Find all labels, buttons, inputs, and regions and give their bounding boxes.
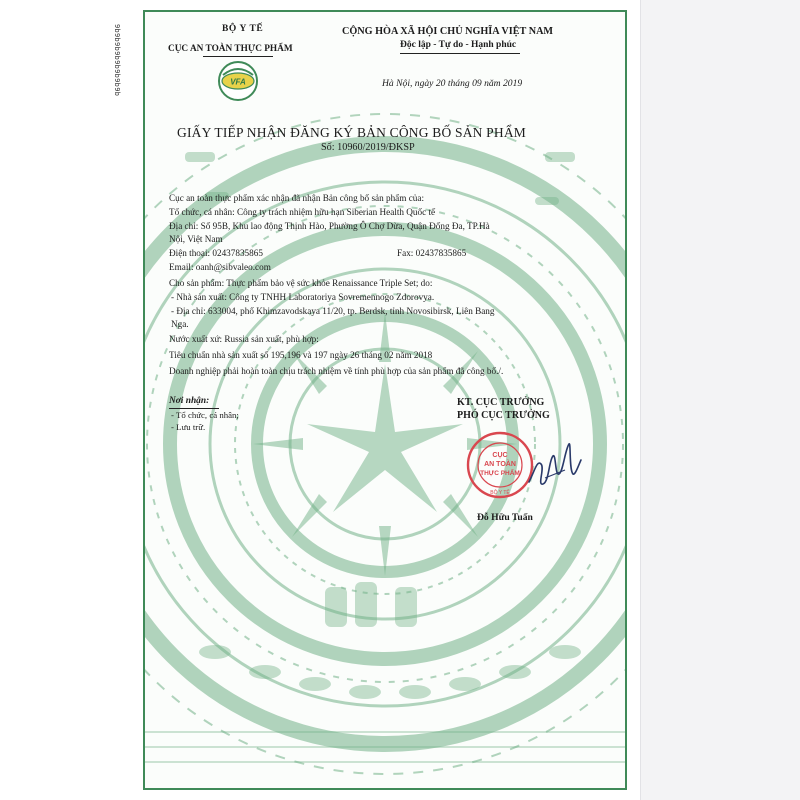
side-label: 9b9b9b9b9b9b9b9b bbox=[113, 24, 121, 97]
address-line-1: Địa chỉ: Số 95B, Khu lao động Thịnh Hào, Phường Ô Chợ Dừa, Quận Đống Đa, TP.Hà bbox=[169, 221, 490, 231]
origin-line: Nước xuất xứ: Russia sản xuất, phù hợp: bbox=[169, 334, 319, 344]
email-line: Email: oanh@sibvaleo.com bbox=[169, 262, 271, 272]
certificate-document bbox=[143, 10, 627, 790]
fax-line: Fax: 02437835865 bbox=[397, 248, 467, 258]
standard-line: Tiêu chuẩn nhà sản xuất số 195,196 và 197 ngày 26 tháng 02 năm 2018 bbox=[169, 350, 433, 360]
document-title: GIẤY TIẾP NHẬN ĐĂNG KÝ BẢN CÔNG BỐ SẢN PHẨM bbox=[177, 125, 526, 140]
signer-title-2: PHÓ CỤC TRƯỞNG bbox=[457, 410, 550, 421]
recipients-underline bbox=[169, 408, 219, 409]
place-and-date: Hà Nội, ngày 20 tháng 09 năm 2019 bbox=[382, 78, 523, 89]
republic-name: CỘNG HÒA XÃ HỘI CHỦ NGHĨA VIỆT NAM bbox=[342, 26, 554, 37]
manufacturer-address-line-1: - Địa chỉ: 633004, phố Khimzavodskaya 11/20, tp. Berdsk, tỉnh Novosibirsk, Liên Bang bbox=[171, 306, 495, 316]
motto-underline bbox=[400, 53, 520, 54]
recipients-label: Nơi nhận: bbox=[169, 396, 210, 406]
address-line-2: Nội, Việt Nam bbox=[169, 234, 223, 244]
stamp-text-1: CỤC bbox=[492, 452, 508, 459]
viewer-scroll-area[interactable] bbox=[640, 0, 800, 800]
national-motto: Độc lập - Tự do - Hạnh phúc bbox=[400, 40, 517, 50]
ministry-name: BỘ Y TẾ bbox=[222, 24, 264, 34]
handwritten-signature bbox=[525, 430, 585, 500]
intro-line: Cục an toàn thực phẩm xác nhận đã nhận Bản công bố sản phẩm của: bbox=[169, 193, 425, 203]
product-line: Cho sản phẩm: Thực phẩm bảo vệ sức khỏe Renaissance Triple Set; do: bbox=[169, 278, 433, 288]
vfa-logo-text: VFA bbox=[230, 77, 246, 87]
recipient-item: - Lưu trữ. bbox=[171, 422, 206, 432]
organization-line: Tổ chức, cá nhân: Công ty trách nhiệm hữu hạn Siberian Health Quốc tế bbox=[169, 207, 436, 217]
stamp-text-2: AN TOÀN bbox=[484, 461, 516, 468]
responsibility-line: Doanh nghiệp phải hoàn toàn chịu trách nhiệm về tính phù hợp của sản phẩm đã công bố./. bbox=[169, 366, 504, 376]
phone-line: Điện thoại: 02437835865 bbox=[169, 248, 263, 258]
document-number: Số: 10960/2019/ĐKSP bbox=[321, 142, 415, 153]
department-name: CỤC AN TOÀN THỰC PHẨM bbox=[168, 44, 293, 54]
stamp-rim-text: BỘ Y TẾ bbox=[490, 490, 510, 496]
recipient-item: - Tổ chức, cá nhân; bbox=[171, 410, 239, 420]
stamp-text-3: THỰC PHẨM bbox=[480, 470, 520, 477]
signer-name: Đỗ Hữu Tuấn bbox=[477, 512, 533, 523]
manufacturer-line: - Nhà sản xuất: Công ty TNHH Laboratoriya Sovremennogo Zdorovya. bbox=[171, 292, 435, 302]
vfa-logo bbox=[217, 60, 259, 102]
department-underline bbox=[203, 56, 273, 57]
manufacturer-address-line-2: Nga. bbox=[171, 319, 189, 329]
signer-title-1: KT. CỤC TRƯỞNG bbox=[457, 397, 545, 408]
